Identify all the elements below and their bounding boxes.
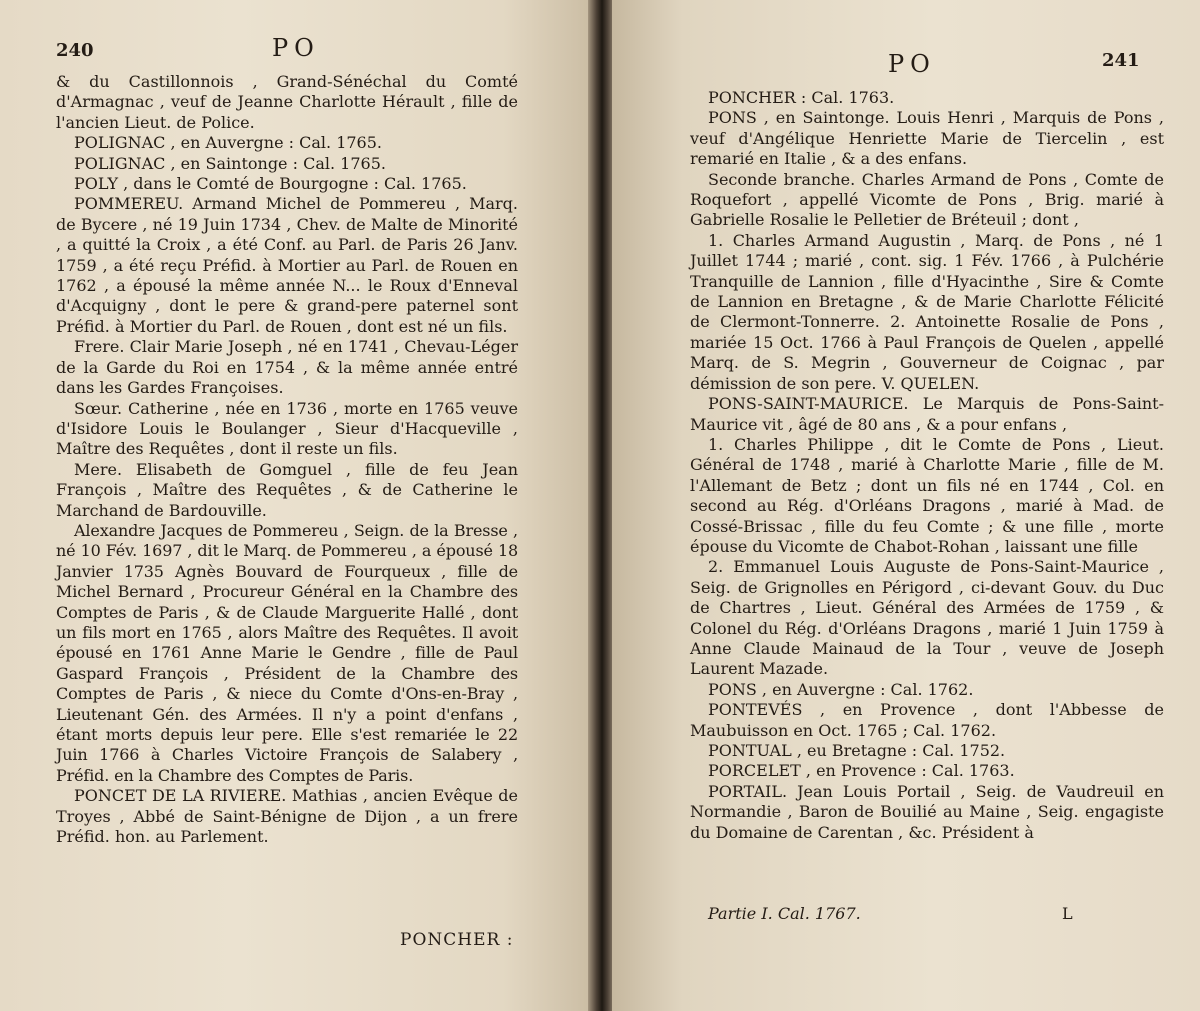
right-page-number: 241 bbox=[1102, 50, 1140, 71]
left-page-number: 240 bbox=[56, 40, 94, 61]
right-signature-line: Partie I. Cal. 1767. bbox=[708, 904, 861, 923]
left-paragraph-3: POLIGNAC , en Saintonge : Cal. 1765. bbox=[74, 153, 386, 173]
right-page bbox=[612, 0, 1200, 1011]
left-catchword: PONCHER : bbox=[400, 930, 514, 950]
left-paragraph-4: POLY , dans le Comté de Bourgogne : Cal. 1765. bbox=[74, 174, 467, 194]
left-paragraph-8: Mere. Elisabeth de Gomguel , fille de feu Jean François , Maître des Requêtes , & de Catherine le Marchand de Bardouville. bbox=[56, 459, 518, 520]
left-paragraph-7: Sœur. Catherine , née en 1736 , morte en 1765 veuve d'Isidore Louis le Boulanger , Sieur d'Hacqueville , Maître des Requêtes , dont il reste un fils. bbox=[56, 398, 518, 459]
right-running-head: PO bbox=[888, 50, 936, 78]
left-paragraph-6: Frere. Clair Marie Joseph , né en 1741 , Chevau-Léger de la Garde du Roi en 1754 , & la même année entré dans les Gardes Françoises. bbox=[56, 337, 518, 398]
left-paragraph-9: Alexandre Jacques de Pommereu , Seign. de la Bresse , né 10 Fév. 1697 , dit le Marq. de Pommereu , a épousé 18 Janvier 1735 Agnès Bouvard de Fourqueux , fille de Michel Bernard , Procureur Général en la Chambre des Comptes de Paris , & de Claude Marguerite Hallé , dont un fils mort en 1765 , alors Maître des Requêtes. Il avoit épousé en 1761 Anne Marie le Gendre , fille de Paul Gaspard François , Président de la Chambre des Comptes de Paris , & niece du Comte d'Ons-en-Bray , Lieutenant Gén. des Armées. Il n'y a point d'enfans , étant morts depuis leur pere. Elle s'est remariée le 22 Juin 1766 à Charles Victoire François de Salabery , Préfid. en la Chambre des Comptes de Paris. bbox=[56, 520, 518, 785]
left-running-head: PO bbox=[272, 34, 320, 62]
right-paragraph-10: PONTUAL , eu Bretagne : Cal. 1752. bbox=[708, 741, 1006, 760]
left-page bbox=[0, 0, 592, 1011]
right-paragraph-11: PORCELET , en Provence : Cal. 1763. bbox=[708, 761, 1015, 781]
left-page-text bbox=[56, 72, 518, 847]
left-paragraph-5: POMMEREU. Armand Michel de Pommereu , Marq. de Bycere , né 19 Juin 1734 , Chev. de Malte de Minorité , a quitté la Croix , a été Conf. au Parl. de Paris 26 Janv. 1759 , a été reçu Préfid. à Mortier au Parl. de Rouen en 1762 , a épousé la même année N... le Roux d'Enneval d'Acquigny , dont le pere & grand-pere paternel sont Préfid. à Mortier du Parl. de Rouen , dont est né un fils. bbox=[56, 194, 518, 336]
left-paragraph-10: PONCET DE LA RIVIERE. Mathias , ancien Evêque de Troyes , Abbé de Saint-Bénigne de Dijon , a un frere Préfid. hon. au Parlement. bbox=[56, 786, 518, 847]
right-paragraph-4: 1. Charles Armand Augustin , Marq. de Pons , né 1 Juillet 1744 ; marié , cont. sig. 1 Fév. 1766 , à Pulchérie Tranquille de Lannion , fille d'Hyacinthe , Sire & Comte de Lannion en Bretagne , & de Marie Charlotte Félicité de Clermont-Tonnerre. 2. Antoinette Rosalie de Pons , mariée 15 Oct. 1766 à Paul François de Quelen , appellé Marq. de S. Megrin , Gouverneur de Coignac , par démission de son pere. V. QUELEN. bbox=[690, 230, 1164, 393]
right-paragraph-7: 2. Emmanuel Louis Auguste de Pons-Saint-Maurice , Seig. de Grignolles en Périgord , ci-devant Gouv. du Duc de Chartres , Lieut. Général des Armées de 1759 , & Colonel du Rég. d'Orléans Dragons , marié 1 Juin 1759 à Anne Claude Mainaud de la Tour , veuve de Joseph Laurent Mazade. bbox=[690, 557, 1164, 679]
right-paragraph-3: Seconde branche. Charles Armand de Pons , Comte de Roquefort , appellé Vicomte de Pons , Brig. marié à Gabrielle Rosalie le Pelletier de Bréteuil ; dont , bbox=[690, 169, 1164, 230]
right-page-text bbox=[690, 88, 1164, 843]
left-paragraph-1: & du Castillonnois , Grand-Sénéchal du Comté d'Armagnac , veuf de Jeanne Charlotte Hérault , fille de l'ancien Lieut. de Police. bbox=[56, 72, 518, 132]
right-paragraph-12: PORTAIL. Jean Louis Portail , Seig. de Vaudreuil en Normandie , Baron de Bouilié au Maine , Seig. engagiste du Domaine de Carentan , &c. Président à bbox=[690, 781, 1164, 842]
right-paragraph-2: PONS , en Saintonge. Louis Henri , Marquis de Pons , veuf d'Angélique Henriette Marie de Tiercelin , est remarié en Italie , & a des enfans. bbox=[690, 108, 1164, 169]
right-paragraph-1: PONCHER : Cal. 1763. bbox=[708, 88, 895, 107]
right-paragraph-9: PONTEVÉS , en Provence , dont l'Abbesse de Maubuisson en Oct. 1765 ; Cal. 1762. bbox=[690, 700, 1164, 740]
left-paragraph-2: POLIGNAC , en Auvergne : Cal. 1765. bbox=[74, 133, 382, 153]
right-paragraph-5: PONS-SAINT-MAURICE. Le Marquis de Pons-Saint-Maurice vit , âgé de 80 ans , & a pour enfans , bbox=[690, 394, 1164, 434]
right-paragraph-8: PONS , en Auvergne : Cal. 1762. bbox=[708, 679, 974, 699]
right-paragraph-6: 1. Charles Philippe , dit le Comte de Pons , Lieut. Général de 1748 , marié à Charlotte Marie , fille de M. l'Allemant de Betz ; dont un fils né en 1744 , Col. en second au Rég. d'Orléans Dragons , marié à Mad. de Cossé-Brissac , fille du feu Comte ; & une fille , morte épouse du Vicomte de Chabot-Rohan , laissant une fille bbox=[690, 434, 1164, 556]
right-signature-mark: L bbox=[1062, 904, 1073, 923]
